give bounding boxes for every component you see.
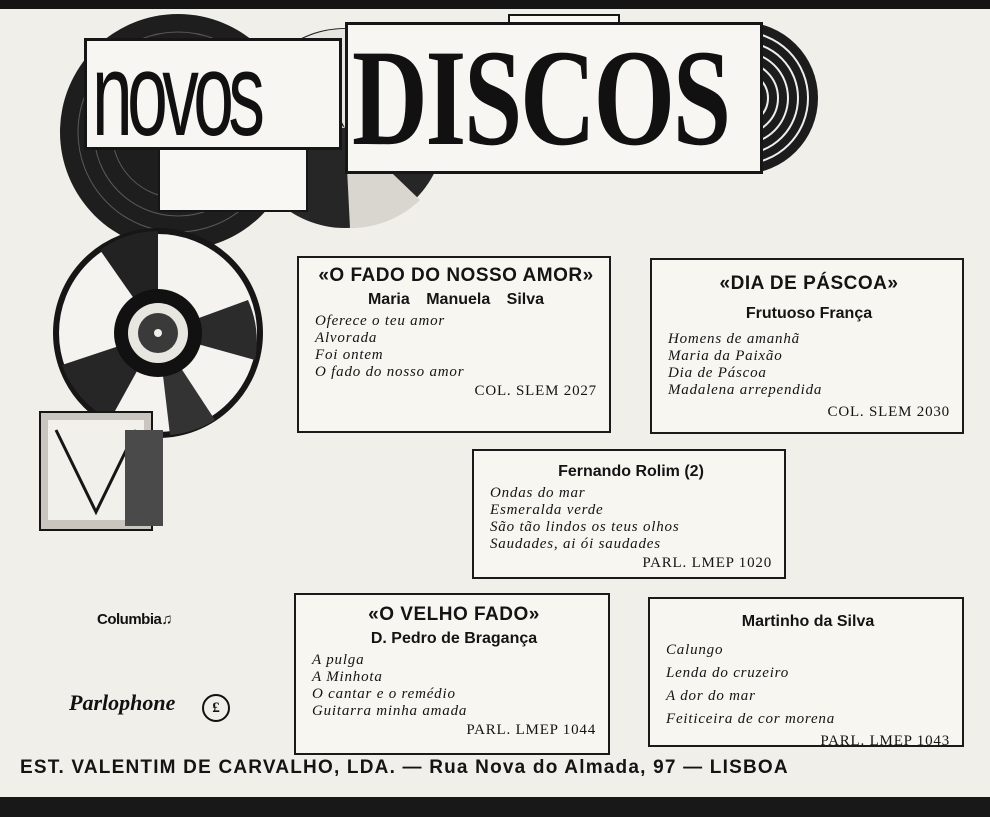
track-item: Ondas do mar	[490, 485, 586, 501]
track-list	[315, 313, 597, 381]
record-artist: Maria Manuela Silva	[367, 291, 545, 308]
track-item: Maria da Paixão	[668, 348, 783, 364]
columbia-logo	[97, 611, 172, 628]
parlophone-logo: Parlophone	[69, 690, 176, 715]
record-card	[650, 258, 964, 434]
track-list	[312, 652, 596, 720]
store-address-footer: EST. VALENTIM DE CARVALHO, LDA. — Rua Nova do Almada, 97 — LISBOA	[20, 757, 789, 778]
track-item: Dia de Páscoa	[668, 365, 767, 381]
track-item: Esmeralda verde	[490, 502, 604, 518]
track-item: Madalena arrependida	[668, 382, 823, 398]
track-item: A pulga	[312, 652, 365, 668]
record-card	[297, 256, 611, 433]
catalog-number: PARL. LMEP 1043	[820, 733, 950, 749]
record-title: «DIA DE PÁSCOA»	[719, 273, 899, 294]
bottom-border-bar	[0, 797, 990, 817]
record-sleeve	[40, 412, 163, 530]
track-item: A Minhota	[312, 669, 383, 685]
record-title: «O FADO DO NOSSO AMOR»	[318, 265, 594, 286]
record-artist: Fernando Rolim (2)	[558, 463, 704, 480]
track-item: O cantar e o remédio	[312, 686, 456, 702]
track-item: Calungo	[666, 642, 724, 658]
track-item: São tão lindos os teus olhos	[490, 519, 680, 535]
track-item: Homens de amanhã	[668, 331, 800, 347]
header-word-discos: DISCOS	[352, 21, 729, 174]
record-card	[294, 593, 610, 755]
columbia-wordmark: Columbia	[97, 611, 162, 628]
record-striped	[56, 231, 260, 435]
record-card	[472, 449, 786, 579]
track-item: Feiticeira de cor morena	[666, 711, 836, 727]
record-artist: Frutuoso França	[745, 305, 873, 322]
track-item: Alvorada	[315, 330, 378, 346]
record-artist: D. Pedro de Bragança	[370, 630, 538, 647]
header-word-novos: novos	[92, 29, 260, 161]
track-item: Foi ontem	[315, 347, 384, 363]
track-list	[668, 331, 950, 399]
track-list	[490, 485, 772, 553]
catalog-number: PARL. LMEP 1044	[466, 722, 596, 738]
track-item: Saudades, ai ói saudades	[490, 536, 661, 552]
track-item: Lenda do cruzeiro	[666, 665, 790, 681]
catalog-number: COL. SLEM 2030	[827, 404, 950, 420]
record-card	[648, 597, 964, 747]
track-item: Guitarra minha amada	[312, 703, 468, 719]
track-item: A dor do mar	[666, 688, 756, 704]
record-title: «O VELHO FADO»	[368, 604, 540, 625]
parlophone-emblem-icon: £	[202, 694, 230, 722]
catalog-number: COL. SLEM 2027	[474, 383, 597, 399]
track-list	[666, 639, 950, 731]
music-note-icon: ♫	[161, 611, 173, 628]
track-item: O fado do nosso amor	[315, 364, 465, 380]
catalog-number: PARL. LMEP 1020	[642, 555, 772, 571]
record-artist: Martinho da Silva	[741, 613, 875, 630]
track-item: Oferece o teu amor	[315, 313, 446, 329]
